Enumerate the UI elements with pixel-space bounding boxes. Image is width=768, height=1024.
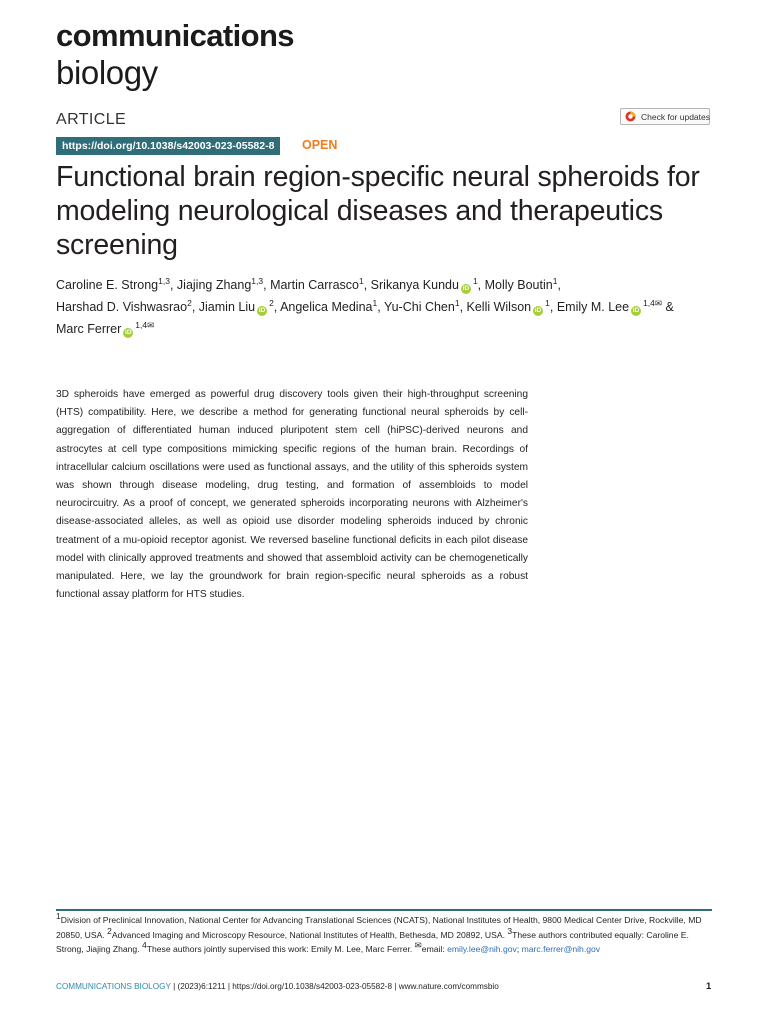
email-icon: ✉ bbox=[414, 940, 422, 951]
email-link-ferrer[interactable]: marc.ferrer@nih.gov bbox=[521, 944, 601, 955]
author-entry bbox=[198, 297, 281, 314]
check-updates-icon bbox=[625, 111, 636, 122]
author-entry bbox=[383, 297, 467, 314]
orcid-icon[interactable]: iD bbox=[125, 329, 132, 336]
author-separator: , bbox=[273, 300, 281, 314]
author-name[interactable]: Martin Carrasco bbox=[270, 278, 359, 292]
orcid-icon[interactable]: iD bbox=[534, 307, 542, 314]
affiliation-2: Advanced Imaging and Microscopy Resource, National Institutes of Health, Bethesda, MD 20892, USA. bbox=[111, 929, 505, 940]
author-separator: , bbox=[557, 278, 561, 292]
author-affiliation-marker: 1,3 bbox=[251, 275, 264, 286]
aff1-marker: 1 bbox=[56, 911, 61, 922]
author-affiliation-marker: 1,4✉ bbox=[643, 297, 663, 308]
email-separator: ; bbox=[516, 944, 520, 955]
aff3-marker: 3 bbox=[507, 925, 513, 936]
author-entry bbox=[176, 275, 271, 292]
footer-divider bbox=[56, 909, 712, 911]
affiliations-block bbox=[56, 913, 716, 957]
affiliation-1: Division of Preclinical Innovation, National Center for Advancing Translational Sciences (NCATS), National Institutes of Health, 9800 Medical Center Drive, Rockville, MD 20850, USA. bbox=[56, 915, 702, 940]
author-entry bbox=[484, 275, 561, 292]
author-name[interactable]: Marc Ferrer bbox=[56, 322, 122, 336]
author-entry bbox=[370, 275, 485, 292]
author-entry bbox=[556, 297, 674, 314]
author-entry bbox=[56, 297, 199, 314]
author-affiliation-marker: 1 bbox=[545, 297, 550, 308]
check-for-updates-button[interactable] bbox=[620, 108, 710, 125]
author-affiliation-marker: 2 bbox=[269, 297, 274, 308]
author-name[interactable]: Emily M. Lee bbox=[556, 300, 630, 314]
author-entry bbox=[56, 275, 177, 292]
author-entry bbox=[280, 297, 384, 314]
email-link-lee[interactable]: emily.lee@nih.gov bbox=[447, 944, 517, 955]
aff2-marker: 2 bbox=[107, 925, 112, 936]
doi-link-badge[interactable]: https://doi.org/10.1038/s42003-023-05582-8 bbox=[56, 137, 280, 155]
author-name[interactable]: Angelica Medina bbox=[280, 300, 373, 314]
footer-journal-name[interactable]: COMMUNICATIONS BIOLOGY bbox=[56, 982, 171, 991]
author-separator: , bbox=[459, 300, 467, 314]
author-affiliation-marker: 1,3 bbox=[158, 275, 170, 286]
author-affiliation-marker: 2 bbox=[187, 297, 192, 308]
author-name[interactable]: Yu-Chi Chen bbox=[383, 300, 455, 314]
check-updates-label: Check for updates bbox=[641, 111, 710, 122]
author-name[interactable]: Jiamin Liu bbox=[198, 300, 256, 314]
orcid-icon[interactable]: iD bbox=[258, 307, 266, 314]
footer-citation-line bbox=[56, 982, 499, 991]
orcid-icon[interactable]: iD bbox=[462, 285, 470, 292]
author-separator: , bbox=[169, 278, 177, 292]
article-title: Functional brain region-specific neural spheroids for modeling neurological diseases and therapeutics screening bbox=[56, 161, 700, 261]
author-name[interactable]: Jiajing Zhang bbox=[176, 278, 252, 292]
author-name[interactable]: Caroline E. Strong bbox=[56, 278, 159, 292]
author-entry bbox=[56, 319, 155, 336]
author-affiliation-marker: 1 bbox=[454, 297, 460, 308]
author-entry bbox=[466, 297, 557, 314]
author-separator: , bbox=[477, 278, 485, 292]
article-type-label: ARTICLE bbox=[56, 111, 127, 128]
email-label: email: bbox=[421, 944, 448, 955]
author-name[interactable]: Srikanya Kundu bbox=[370, 278, 459, 292]
author-entry bbox=[270, 275, 371, 292]
open-access-label: OPEN bbox=[302, 138, 338, 152]
author-affiliation-marker: 1 bbox=[552, 275, 558, 286]
footer-citation: | (2023)6:1211 | https://doi.org/10.1038/s42003-023-05582-8 | www.nature.com/commsbio bbox=[170, 982, 499, 991]
page-number: 1 bbox=[706, 981, 712, 992]
author-affiliation-marker: 1,4✉ bbox=[135, 319, 155, 330]
author-separator: , bbox=[191, 300, 199, 314]
journal-brand-line2: biology bbox=[56, 54, 158, 91]
author-name[interactable]: Molly Boutin bbox=[484, 278, 553, 292]
author-affiliation-marker: 1 bbox=[358, 275, 364, 286]
author-name[interactable]: Harshad D. Vishwasrao bbox=[56, 300, 188, 314]
author-list bbox=[56, 274, 716, 340]
author-separator: & bbox=[662, 300, 674, 314]
orcid-icon[interactable]: iD bbox=[632, 307, 640, 314]
author-name[interactable]: Kelli Wilson bbox=[466, 300, 532, 314]
author-separator: , bbox=[377, 300, 384, 314]
author-affiliation-marker: 1 bbox=[372, 297, 378, 308]
joint-supervision-note: These authors jointly supervised this work: Emily M. Lee, Marc Ferrer. bbox=[146, 944, 413, 955]
aff4-marker: 4 bbox=[142, 940, 147, 951]
author-affiliation-marker: 1 bbox=[472, 275, 478, 286]
author-separator: , bbox=[549, 300, 557, 314]
equal-contribution-note: These authors contributed equally: Caroline E. Strong, Jiajing Zhang. bbox=[56, 929, 689, 955]
abstract-text: 3D spheroids have emerged as powerful drug discovery tools given their high-throughput screening (HTS) compatibility. Here, we describe a method for generating functional neural spheroids by cell-aggregation of differentiated human induced pluripotent stem cell (hiPSC)-derived neurons and astrocytes at cell type compositions mimicking specific regions of the human brain. Recordings of intracellular calcium oscillations were used as functional assays, and the utility of this spheroids system was shown through disease modeling, drug testing, and formation of assembloids to model neurocircuitry. As a proof of concept, we generated spheroids incorporating neurons with Alzheimer's disease-associated alleles, as well as opioid use disorder modeling spheroids induced by chronic treatment of a mu-opioid receptor agonist. We reversed baseline functional deficits in each pilot disease model with clinically approved treatments and showed that assembloid activity can be chemogenetically manipulated. Here, we lay the groundwork for brain region-specific neural spheroids as a robust functional assay platform for HTS studies. bbox=[56, 389, 528, 601]
journal-brand-line1: communications bbox=[56, 18, 294, 53]
author-separator: , bbox=[263, 278, 271, 292]
author-separator: , bbox=[363, 278, 371, 292]
